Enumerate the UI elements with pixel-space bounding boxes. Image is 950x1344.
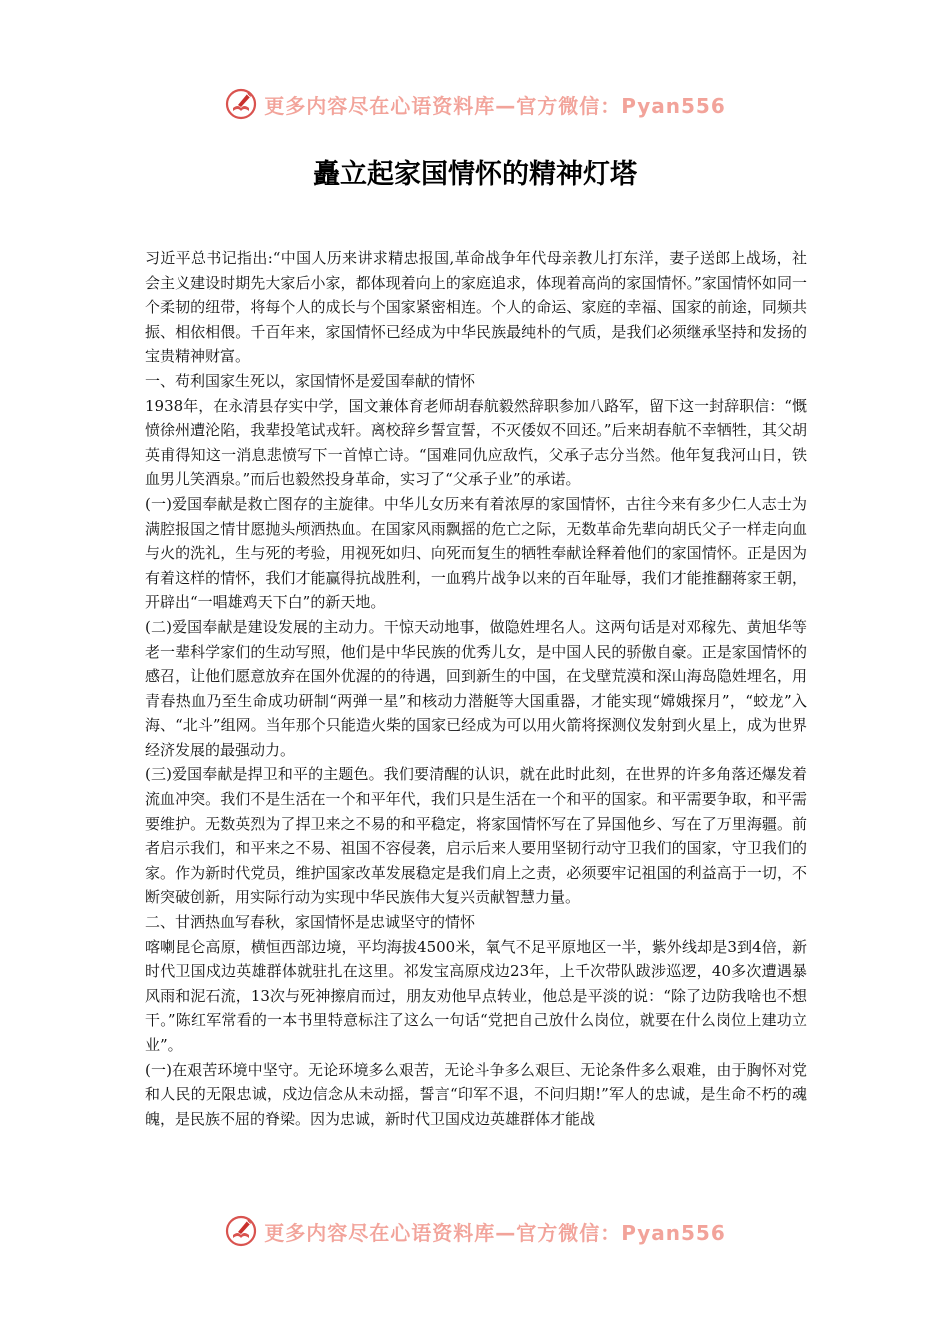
paragraph: (一)爱国奉献是救亡图存的主旋律。中华儿女历来有着浓厚的家国情怀，古往今来有多少仁人志士为满腔报国之情甘愿抛头颅洒热血。在国家风雨飘摇的危亡之际，无数革命先辈向胡氏父子一样走向血与火的洗礼，生与死的考验，用视死如归、向死而复生的牺牲奉献诠释着他们的家国情怀。正是因为有着这样的情怀，我们才能赢得抗战胜利，一血鸦片战争以来的百年耻辱，我们才能推翻蒋家王朝，开辟出“一唱雄鸡天下白”的新天地。 [145,494,807,612]
article-body [145,246,807,1131]
paragraph: 习近平总书记指出:“中国人历来讲求精忠报国,革命战争年代母亲教儿打东洋，妻子送郎上战场，社会主义建设时期先大家后小家，都体现着向上的家庭追求，体现着高尚的家国情怀。”家国情怀如同一个柔韧的纽带，将每个人的成长与个国家紧密相连。个人的命运、家庭的幸福、国家的前途，同频共振、相依相偎。千百年来，家国情怀已经成为中华民族最纯朴的气质，是我们必须继承坚持和发扬的宝贵精神财富。 [145,249,807,366]
page-title: 矗立起家国情怀的精神灯塔 [313,159,637,190]
book-pen-logo-icon [224,1214,258,1248]
banner-text: 更多内容尽在心语资料库—官方微信：Pyan556 [264,93,726,118]
paragraph: (一)在艰苦环境中坚守。无论环境多么艰苦，无论斗争多么艰巨、无论条件多么艰难，由于胸怀对党和人民的无限忠诚，戍边信念从未动摇，誓言“印军不退，不问归期!”军人的忠诚，是生命不朽的魂魄，是民族不屈的脊梁。因为忠诚，新时代卫国戍边英雄群体才能战 [145,1060,807,1128]
paragraph: (二)爱国奉献是建设发展的主动力。干惊天动地事，做隐姓埋名人。这两句话是对邓稼先、黄旭华等老一辈科学家们的生动写照，他们是中华民族的优秀儿女，是中国人民的骄傲自豪。正是家国情怀的感召，让他们愿意放弃在国外优渥的的待遇，回到新生的中国，在戈壁荒漠和深山海岛隐姓埋名，用青春热血乃至生命成功研制“两弹一星”和核动力潜艇等大国重器，才能实现“嫦娥探月”，“蛟龙”入海、“北斗”组网。当年那个只能造火柴的国家已经成为可以用火箭将探测仪发射到火星上，成为世界经济发展的最强动力。 [145,617,807,759]
paragraph: (三)爱国奉献是捍卫和平的主题色。我们要清醒的认识，就在此时此刻，在世界的许多角落还爆发着流血冲突。我们不是生活在一个和平年代，我们只是生活在一个和平的国家。和平需要争取，和平需要维护。无数英烈为了捍卫来之不易的和平稳定，将家国情怀写在了异国他乡、写在了万里海疆。前者启示我们，和平来之不易、祖国不容侵袭，启示后来人要用坚韧行动守卫我们的国家，守卫我们的家。作为新时代党员，维护国家改革发展稳定是我们肩上之责，必须要牢记祖国的利益高于一切，不断突破创新，用实际行动为实现中华民族伟大复兴贡献智慧力量。 [145,765,807,907]
section-heading: 二、甘洒热血写春秋，家国情怀是忠诚坚守的情怀 [145,913,476,932]
paragraph: 喀喇昆仑高原，横恒西部边境，平均海拔4500米，氧气不足平原地区一半，紫外线却是3到4倍，新时代卫国戍边英雄群体就驻扎在这里。祁发宝高原戍边23年，上千次带队跋涉巡逻，40多次遭遇暴风雨和泥石流，13次与死神擦肩而过，朋友劝他早点转业，他总是平淡的说：“除了边防我啥也不想干。”陈红军常看的一本书里特意标注了这么一句话“党把自己放什么岗位，就要在什么岗位上建功立业”。 [145,937,807,1054]
header-banner [0,84,950,124]
book-pen-logo-icon [224,87,258,121]
section-heading: 一、苟利国家生死以，家国情怀是爱国奉献的情怀 [145,371,476,390]
paragraph: 1938年，在永清县存实中学，国文兼体育老师胡春航毅然辞职参加八路军，留下这一封辞职信：“慨愤徐州遭沦陷，我辈投笔试戎轩。离校辞乡誓宣誓，不灭倭奴不回还。”后来胡春航不幸牺牲，其父胡英甫得知这一消息悲愤写下一首悼亡诗。“国难同仇应敌忾，父承子志分当然。他年复我河山日，铁血男儿笑酒泉。”而后也毅然投身革命，实习了“父承子业”的承诺。 [145,396,807,489]
footer-banner [0,1211,950,1251]
banner-text: 更多内容尽在心语资料库—官方微信：Pyan556 [264,1220,726,1245]
